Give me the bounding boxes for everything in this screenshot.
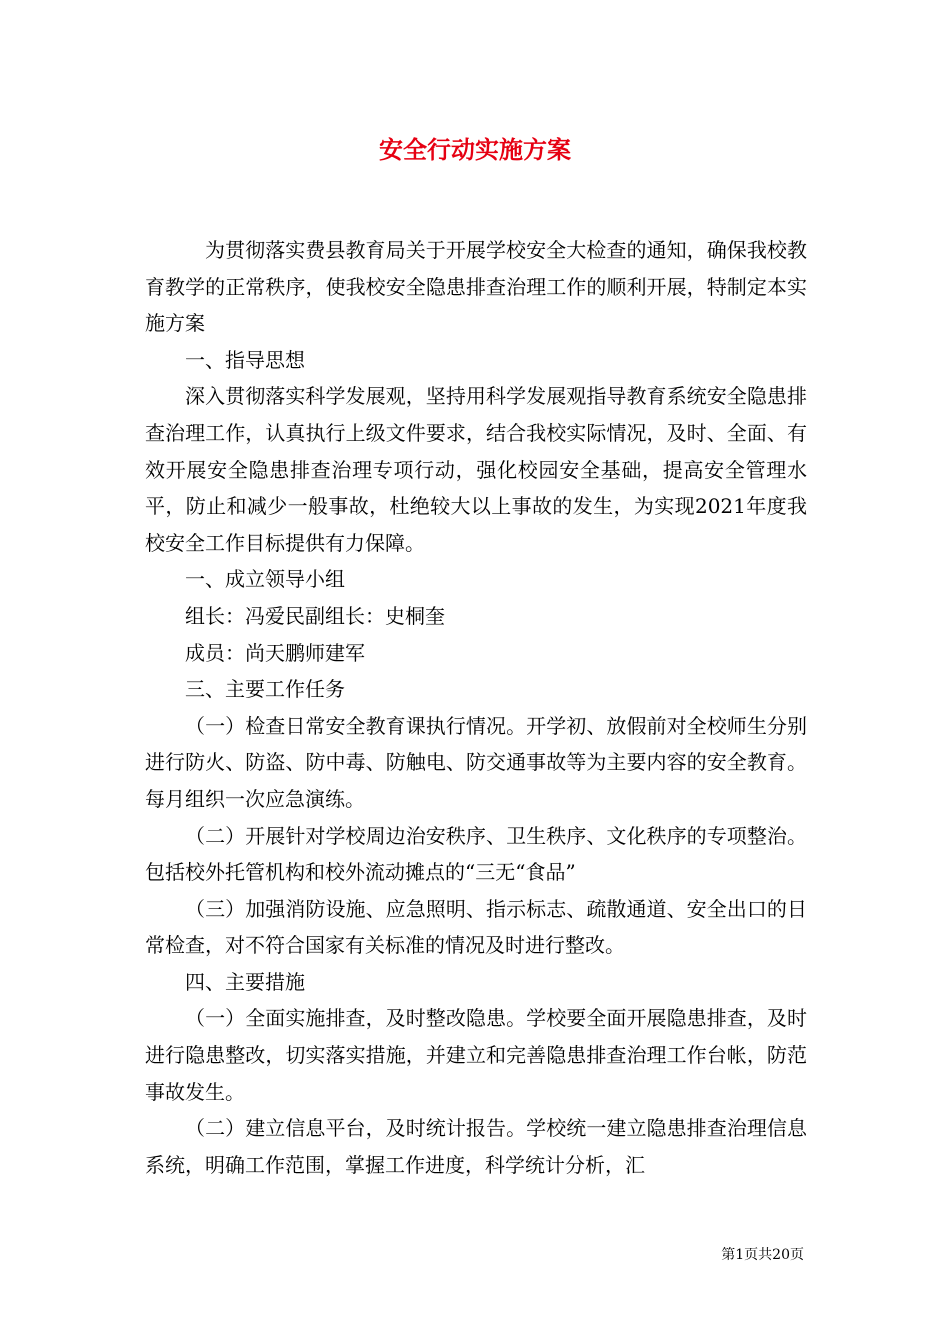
- members-line: 成员：尚天鹏师建军: [185, 640, 365, 665]
- document-body: [145, 232, 807, 1183]
- section-heading-main-tasks: 三、主要工作任务: [185, 677, 345, 702]
- guiding-thought-paragraph: 深入贯彻落实科学发展观，坚持用科学发展观指导教育系统安全隐患排查治理工作，认真执行上级文件要求，结合我校实际情况，及时、全面、有效开展安全隐患排查治理专项行动，强化校园安全基础，提高安全管理水平，防止和减少一般事故，杜绝较大以上事故的发生，为实现2021年度我校安全工作目标提供有力保障。: [145, 384, 807, 555]
- document-title: 安全行动实施方案: [379, 135, 571, 164]
- task-item-2: （二）开展针对学校周边治安秩序、卫生秩序、文化秩序的专项整治。包括校外托管机构和校外流动摊点的“三无“食品”: [145, 823, 807, 885]
- leaders-line: 组长：冯爱民副组长：史桐奎: [185, 603, 445, 628]
- page-number-footer: 第1页共20页: [721, 1247, 804, 1263]
- intro-paragraph: 为贯彻落实费县教育局关于开展学校安全大检查的通知，确保我校教育教学的正常秩序，使我校安全隐患排查治理工作的顺利开展，特制定本实施方案: [145, 238, 807, 336]
- task-item-1: （一）检查日常安全教育课执行情况。开学初、放假前对全校师生分别进行防火、防盗、防中毒、防触电、防交通事故等为主要内容的安全教育。每月组织一次应急演练。: [145, 713, 807, 811]
- section-heading-guiding-thought: 一、指导思想: [185, 347, 305, 372]
- measure-item-1: （一）全面实施排查，及时整改隐患。学校要全面开展隐患排查，及时进行隐患整改，切实落实措施，并建立和完善隐患排查治理工作台帐，防范事故发生。: [145, 1006, 807, 1104]
- measure-item-2: （二）建立信息平台，及时统计报告。学校统一建立隐患排查治理信息系统，明确工作范围，掌握工作进度，科学统计分析，汇: [145, 1116, 807, 1177]
- section-heading-leadership-group: 一、成立领导小组: [185, 567, 345, 592]
- task-item-3: （三）加强消防设施、应急照明、指示标志、疏散通道、安全出口的日常检查，对不符合国家有关标准的情况及时进行整改。: [145, 896, 807, 958]
- section-heading-main-measures: 四、主要措施: [185, 969, 305, 994]
